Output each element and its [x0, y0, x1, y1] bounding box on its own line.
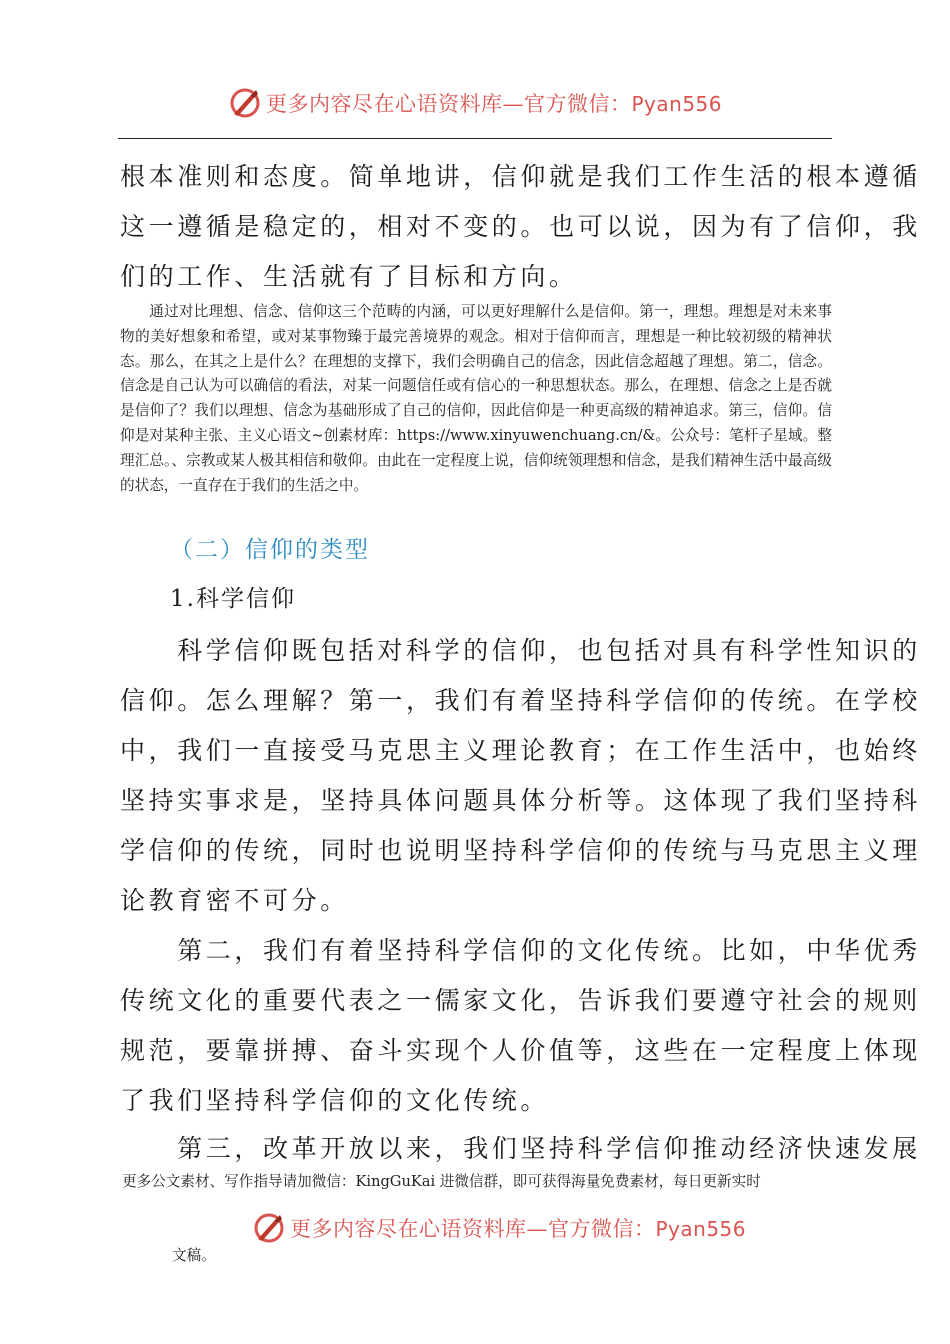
body-line: 根本准则和态度。简单地讲，信仰就是我们工作生活的根本遵循 — [120, 162, 921, 191]
watermark-footer — [24, 1208, 950, 1248]
body-line: 学信仰的传统，同时也说明坚持科学信仰的传统与马克思主义理 — [120, 836, 921, 865]
sub-heading: 1.科学信仰 — [170, 586, 296, 612]
pen-logo-icon — [228, 86, 262, 120]
body-line: 这一遵循是稳定的，相对不变的。也可以说，因为有了信仰，我 — [120, 212, 921, 241]
small-paragraph: 通过对比理想、信念、信仰这三个范畴的内涵，可以更好理解什么是信仰。第一，理想。理想是对未来事物的美好想象和希望，或对某事物臻于最完善境界的观念。相对于信仰而言，理想是一种比较初级的精神状态。那么，在其之上是什么？在理想的支撑下，我们会明确自己的信念，因此信念超越了理想。第二，信念。信念是自己认为可以确信的看法，对某一问题信任或有信心的一种思想状态。那么，在理想、信念之上是否就是信仰了？我们以理想、信念为基础形成了自己的信仰，因此信仰是一种更高级的精神追求。第三，信仰。信仰是对某种主张、主义心语文~创素材库：https://www.xinyuwenchuang.cn/&。公众号：笔杆子星域。整理汇总。、宗教或某人极其相信和敬仰。由此在一定程度上说，信仰统领理想和信念，是我们精神生活中最高级的状态，一直存在于我们的生活之中。 — [120, 303, 832, 494]
watermark-text: 更多内容尽在心语资料库—官方微信：Pyan556 — [289, 1217, 746, 1241]
pen-logo-icon — [252, 1211, 286, 1245]
body-line: 论教育密不可分。 — [120, 886, 349, 915]
watermark-header — [0, 83, 950, 123]
body-line: 第二，我们有着坚持科学信仰的文化传统。比如，中华优秀 — [120, 936, 921, 965]
footer-tail: 文稿。 — [172, 1247, 216, 1264]
body-line: 科学信仰既包括对科学的信仰，也包括对具有科学性知识的 — [120, 636, 921, 665]
footer-note: 更多公文素材、写作指导请加微信：KingGuKai 进微信群，即可获得海量免费素材，每日更新实时 — [122, 1173, 761, 1190]
body-line: 坚持实事求是，坚持具体问题具体分析等。这体现了我们坚持科 — [120, 786, 921, 815]
body-line: 第三，改革开放以来，我们坚持科学信仰推动经济快速发展 — [120, 1134, 921, 1163]
watermark-text: 更多内容尽在心语资料库—官方微信：Pyan556 — [265, 92, 722, 116]
header-rule — [118, 138, 832, 139]
body-line: 中，我们一直接受马克思主义理论教育；在工作生活中，也始终 — [120, 736, 921, 765]
body-line: 们的工作、生活就有了目标和方向。 — [120, 262, 578, 291]
body-line: 信仰。怎么理解？第一，我们有着坚持科学信仰的传统。在学校 — [120, 686, 921, 715]
section-heading: （二）信仰的类型 — [170, 537, 370, 563]
body-line: 传统文化的重要代表之一儒家文化，告诉我们要遵守社会的规则 — [120, 986, 921, 1015]
body-line: 了我们坚持科学信仰的文化传统。 — [120, 1086, 550, 1115]
body-line: 规范，要靠拼搏、奋斗实现个人价值等，这些在一定程度上体现 — [120, 1036, 921, 1065]
